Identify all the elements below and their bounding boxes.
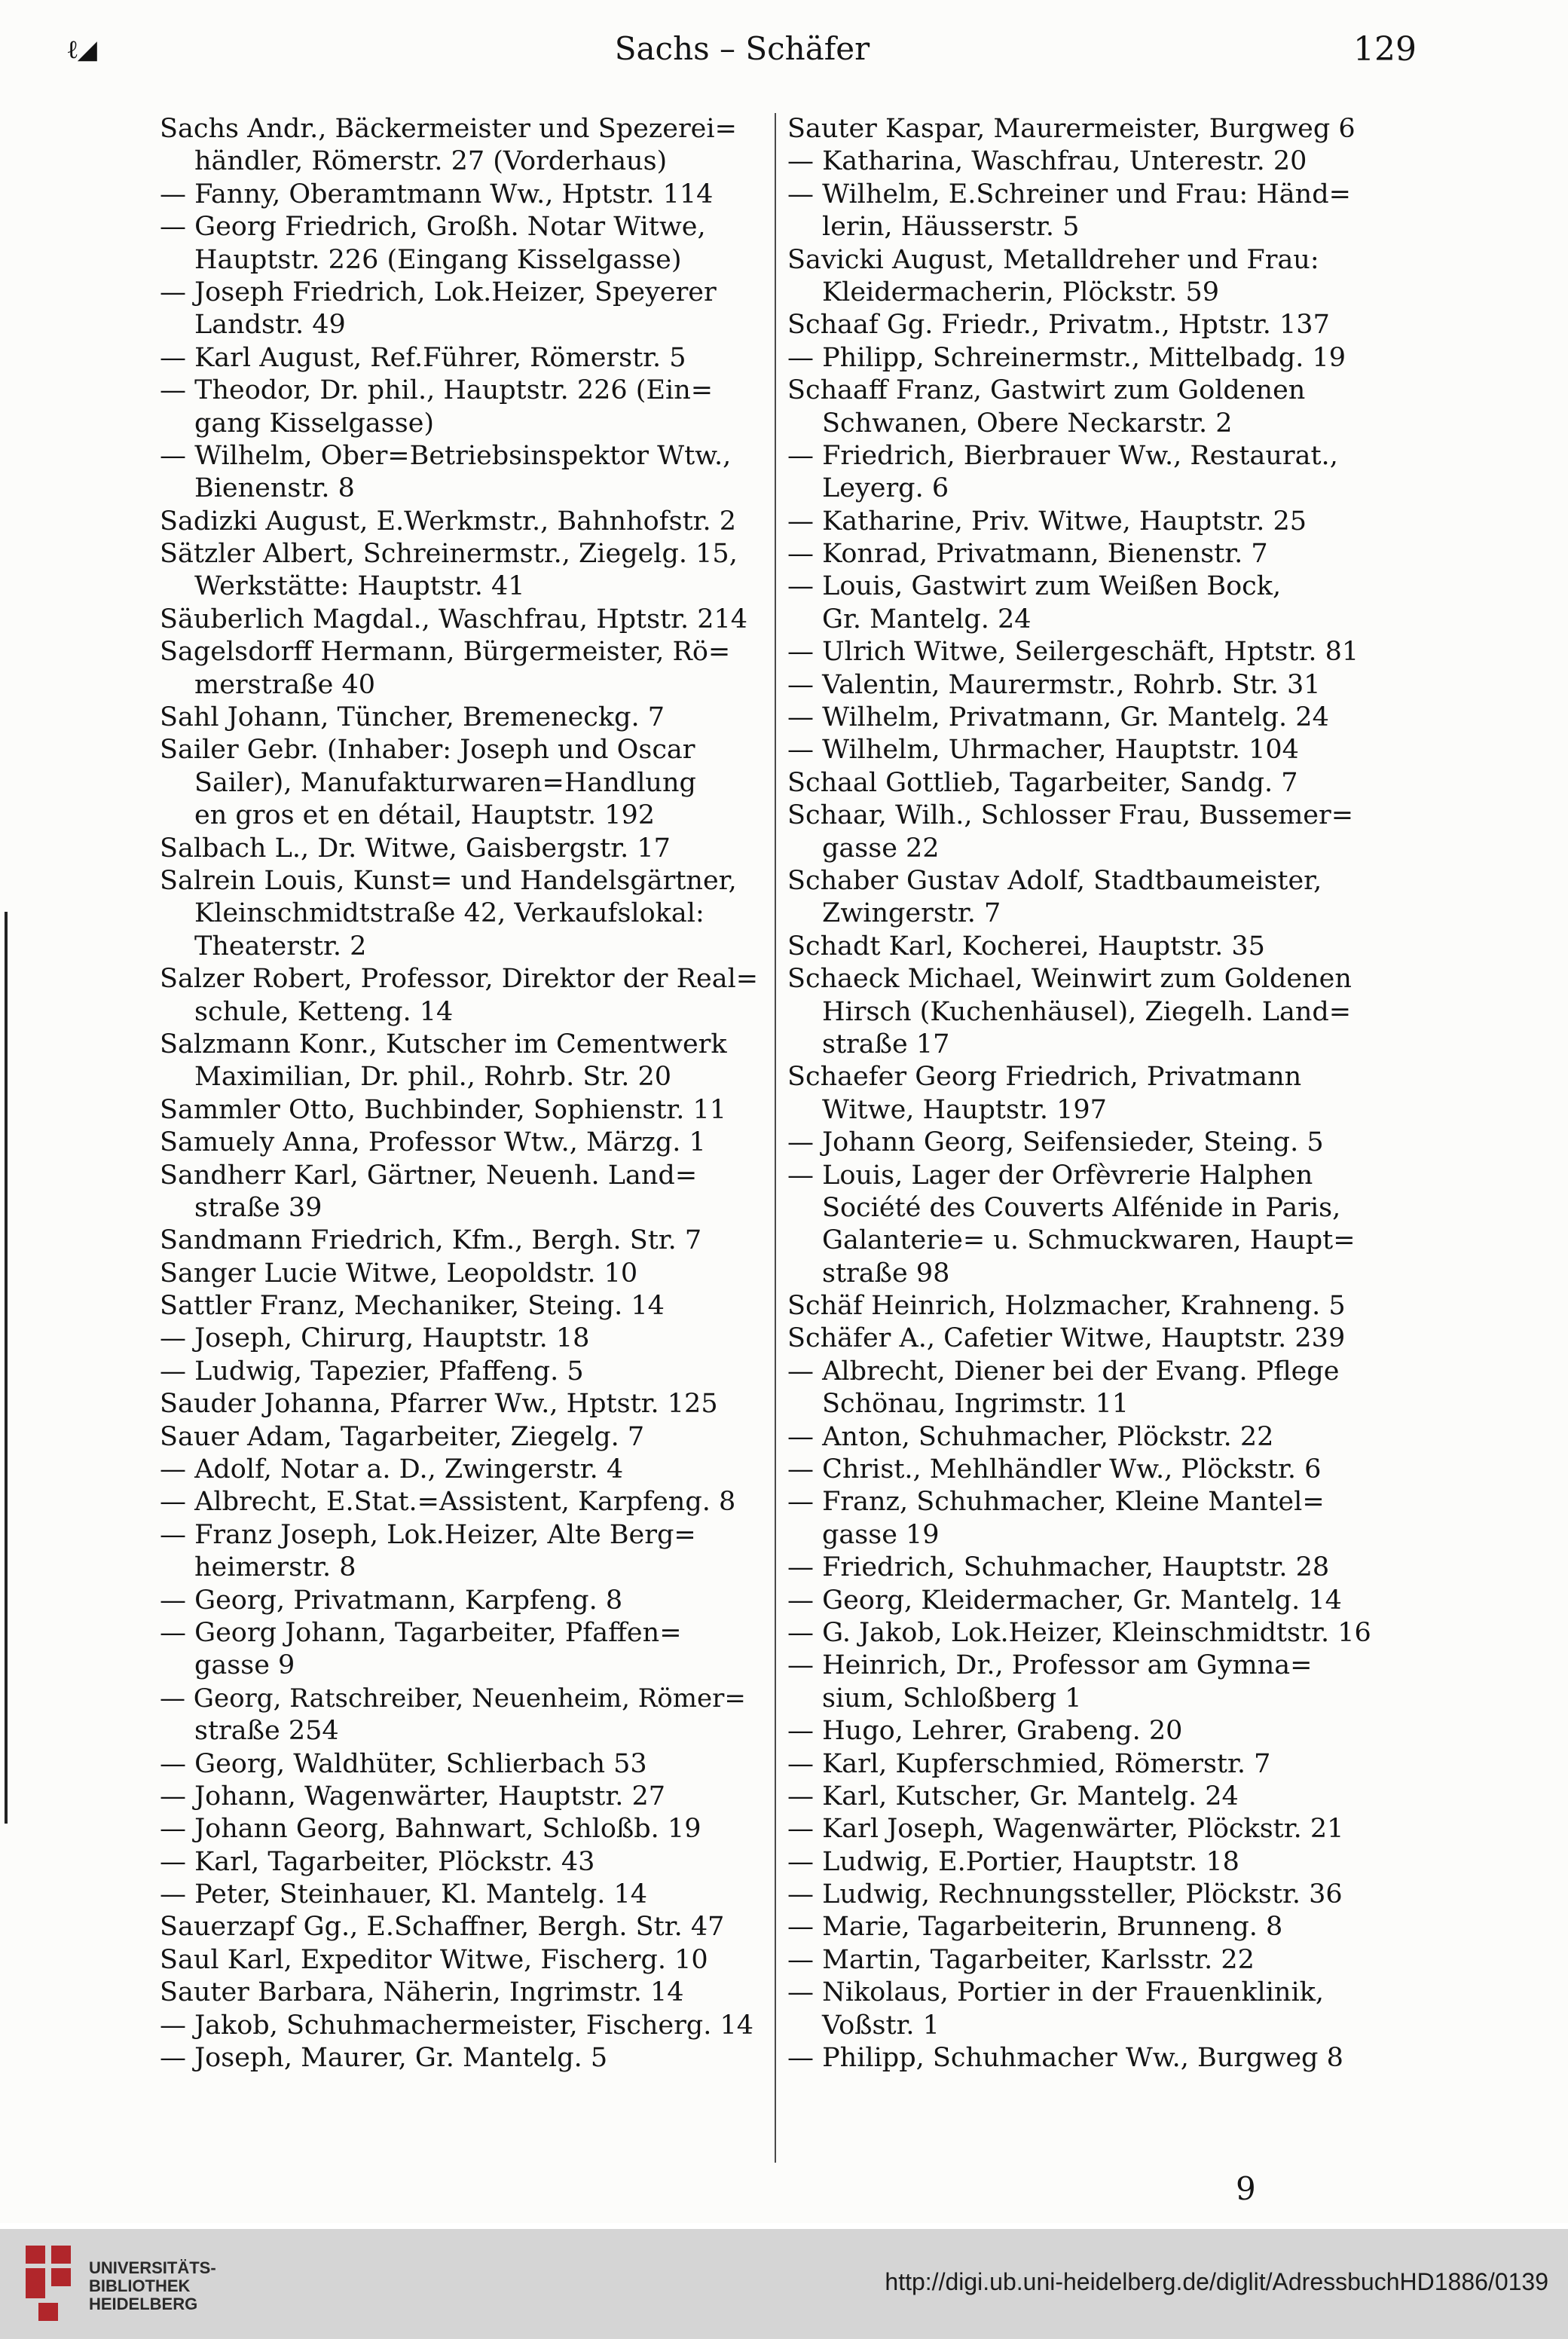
directory-entry (787, 1781, 1405, 1813)
entry-line: Schaefer Georg Friedrich, Privatmann (787, 1062, 1302, 1093)
directory-entry (160, 604, 763, 636)
entry-line: Sachs Andr., Bäckermeister und Spezerei= (160, 114, 737, 144)
entry-continuation-line: Schwanen, Obere Neckarstr. 2 (822, 408, 1233, 439)
entry-line: — Georg Johann, Tagarbeiter, Pfaffen= (160, 1617, 682, 1648)
header-title: Sachs – Schäfer (614, 30, 870, 67)
entry-continuation-line: Voßstr. 1 (822, 2010, 940, 2041)
directory-entry (787, 1944, 1405, 1977)
directory-entry (787, 1421, 1405, 1454)
directory-entry (787, 538, 1405, 570)
entry-line: — Albrecht, E.Stat.=Assistent, Karpfeng. 8 (160, 1487, 736, 1518)
entry-line: — Karl, Kutscher, Gr. Mantelg. 24 (787, 1781, 1239, 1812)
directory-entry (160, 1258, 763, 1290)
directory-entry (160, 342, 763, 375)
directory-entry (160, 1225, 763, 1257)
directory-entry (160, 636, 763, 702)
entry-line: — Georg, Ratschreiber, Neuenheim, Römer= (160, 1683, 746, 1714)
directory-entry (787, 1715, 1405, 1747)
entry-continuation-line: gasse 9 (194, 1650, 295, 1681)
entry-line: — Georg Friedrich, Großh. Notar Witwe, (160, 212, 706, 243)
directory-entry (160, 538, 763, 604)
directory-entry (787, 1617, 1405, 1650)
directory-entry (160, 1846, 763, 1879)
entry-continuation-line: Kleinschmidtstraße 42, Verkaufslokal: (194, 898, 705, 929)
entry-line: Sailer Gebr. (Inhaber: Joseph und Oscar (160, 735, 695, 766)
directory-entry (787, 1127, 1405, 1159)
entry-line: Sammler Otto, Buchbinder, Sophienstr. 11 (160, 1094, 727, 1125)
entry-line: — Nikolaus, Portier in der Frauenklinik, (787, 1977, 1324, 2008)
entry-line: — Ludwig, Tapezier, Pfaffeng. 5 (160, 1356, 584, 1387)
entry-line: Sauter Barbara, Näherin, Ingrimstr. 14 (160, 1977, 684, 2008)
entry-continuation-line: gasse 22 (822, 833, 940, 864)
directory-entry (160, 1160, 763, 1225)
directory-entry (160, 1322, 763, 1355)
entry-line: Schäfer A., Cafetier Witwe, Hauptstr. 239 (787, 1323, 1346, 1354)
directory-entry (787, 931, 1405, 963)
entry-line: Sandmann Friedrich, Kfm., Bergh. Str. 7 (160, 1225, 702, 1256)
library-name-line: BIBLIOTHEK (89, 2276, 191, 2295)
entry-line: — Wilhelm, Privatmann, Gr. Mantelg. 24 (787, 702, 1329, 733)
entry-line: — Joseph Friedrich, Lok.Heizer, Speyerer (160, 277, 717, 307)
entry-line: — Philipp, Schreinermstr., Mittelbadg. 19 (787, 342, 1346, 373)
directory-entry (160, 2042, 763, 2075)
directory-entry (160, 1454, 763, 1486)
directory-entry (160, 1127, 763, 1159)
entry-continuation-line: en gros et en détail, Hauptstr. 192 (194, 800, 656, 831)
entry-line: Schaber Gustav Adolf, Stadtbaumeister, (787, 865, 1322, 896)
entry-continuation-line: Gr. Mantelg. 24 (822, 604, 1032, 634)
entry-continuation-line: straße 98 (822, 1258, 950, 1289)
entry-line: — Georg, Waldhüter, Schlierbach 53 (160, 1748, 647, 1779)
directory-entry (787, 1552, 1405, 1584)
entry-line: — Friedrich, Bierbrauer Ww., Restaurat., (787, 440, 1338, 471)
entry-line: — Albrecht, Diener bei der Evang. Pflege (787, 1356, 1340, 1387)
entry-line: Schadt Karl, Kocherei, Hauptstr. 35 (787, 931, 1265, 962)
entry-continuation-line: Hauptstr. 226 (Eingang Kisselgasse) (194, 244, 682, 275)
entry-line: Saul Karl, Expeditor Witwe, Fischerg. 10 (160, 1944, 708, 1975)
directory-column-right (787, 113, 1405, 2075)
directory-entry (160, 1421, 763, 1454)
entry-line: — Philipp, Schuhmacher Ww., Burgweg 8 (787, 2043, 1343, 2074)
directory-entry (787, 1290, 1405, 1322)
entry-line: Sattler Franz, Mechaniker, Steing. 14 (160, 1291, 665, 1322)
entry-line: Sahl Johann, Tüncher, Bremeneckg. 7 (160, 702, 665, 733)
entry-continuation-line: Kleidermacherin, Plöckstr. 59 (822, 277, 1220, 307)
directory-entry (787, 113, 1405, 145)
entry-continuation-line: Landstr. 49 (194, 310, 346, 341)
directory-entry (787, 767, 1405, 800)
directory-entry (787, 570, 1405, 636)
entry-continuation-line: gang Kisselgasse) (194, 408, 435, 439)
entry-continuation-line: Maximilian, Dr. phil., Rohrb. Str. 20 (194, 1062, 672, 1093)
entry-line: — Franz Joseph, Lok.Heizer, Alte Berg= (160, 1519, 696, 1550)
entry-line: — Georg, Kleidermacher, Gr. Mantelg. 14 (787, 1585, 1342, 1616)
column-divider (775, 113, 776, 2163)
entry-line: — Franz, Schuhmacher, Kleine Mantel= (787, 1487, 1325, 1518)
entry-line: Sauder Johanna, Pfarrer Ww., Hptstr. 125 (160, 1389, 718, 1420)
page-number: 129 (1353, 30, 1417, 69)
entry-line: — Ulrich Witwe, Seilergeschäft, Hptstr. 81 (787, 637, 1359, 668)
entry-line: — Theodor, Dr. phil., Hauptstr. 226 (Ein= (160, 375, 714, 406)
entry-continuation-line: Galanterie= u. Schmuckwaren, Haupt= (822, 1225, 1356, 1256)
entry-line: Säuberlich Magdal., Waschfrau, Hptstr. 214 (160, 604, 748, 634)
entry-line: Schaeck Michael, Weinwirt zum Goldenen (787, 964, 1352, 995)
entry-line: Salbach L., Dr. Witwe, Gaisbergstr. 17 (160, 833, 671, 864)
directory-entry (160, 1290, 763, 1322)
entry-line: Sätzler Albert, Schreinermstr., Ziegelg. 15, (160, 539, 738, 570)
directory-entry (160, 1944, 763, 1977)
running-header (68, 30, 1417, 83)
margin-rule (5, 912, 8, 1824)
entry-line: — Peter, Steinhauer, Kl. Mantelg. 14 (160, 1879, 648, 1910)
entry-line: — Wilhelm, Ober=Betriebsinspektor Wtw., (160, 440, 732, 471)
entry-continuation-line: heimerstr. 8 (194, 1552, 356, 1583)
directory-entry (787, 702, 1405, 734)
entry-line: Schaal Gottlieb, Tagarbeiter, Sandg. 7 (787, 767, 1298, 798)
directory-entry (160, 1585, 763, 1617)
directory-entry (160, 277, 763, 342)
directory-entry (787, 734, 1405, 766)
directory-entry (787, 145, 1405, 178)
library-footer-bar (0, 2229, 1568, 2339)
directory-entry (160, 1879, 763, 1911)
directory-column-left (160, 113, 763, 2075)
entry-line: — Johann Georg, Seifensieder, Steing. 5 (787, 1127, 1324, 1158)
directory-entry (160, 1781, 763, 1813)
entry-line: — Karl August, Ref.Führer, Römerstr. 5 (160, 342, 686, 373)
entry-line: — Katharine, Priv. Witwe, Hauptstr. 25 (787, 506, 1307, 537)
entry-continuation-line: sium, Schloßberg 1 (822, 1683, 1082, 1714)
entry-continuation-line: gasse 19 (822, 1519, 940, 1550)
directory-entry (160, 1748, 763, 1781)
entry-continuation-line: Witwe, Hauptstr. 197 (822, 1094, 1107, 1125)
entry-line: — Adolf, Notar a. D., Zwingerstr. 4 (160, 1454, 624, 1485)
directory-entry (160, 1911, 763, 1943)
directory-entry (160, 179, 763, 211)
entry-line: — Ludwig, Rechnungssteller, Plöckstr. 36 (787, 1879, 1343, 1910)
directory-entry (160, 734, 763, 832)
entry-continuation-line: Hirsch (Kuchenhäusel), Ziegelh. Land= (822, 996, 1352, 1027)
entry-line: — Karl Joseph, Wagenwärter, Plöckstr. 21 (787, 1814, 1344, 1845)
entry-continuation-line: Zwingerstr. 7 (822, 898, 1001, 929)
directory-entry (160, 1486, 763, 1518)
entry-line: — Louis, Lager der Orfèvrerie Halphen (787, 1160, 1313, 1191)
entry-line: — Martin, Tagarbeiter, Karlsstr. 22 (787, 1944, 1255, 1975)
header-marker: ℓ◢ (68, 35, 97, 65)
directory-entry (787, 1322, 1405, 1355)
directory-entry (160, 1356, 763, 1388)
library-name-line: HEIDELBERG (89, 2295, 198, 2313)
directory-entry (160, 440, 763, 506)
directory-entry (160, 1029, 763, 1094)
entry-continuation-line: Bienenstr. 8 (194, 473, 355, 504)
entry-line: — Friedrich, Schuhmacher, Hauptstr. 28 (787, 1552, 1330, 1583)
directory-entry (160, 2010, 763, 2042)
entry-line: — Wilhelm, E.Schreiner und Frau: Händ= (787, 179, 1351, 209)
directory-entry (787, 1356, 1405, 1421)
library-name (89, 2259, 216, 2313)
directory-entry (787, 1748, 1405, 1781)
directory-entry (787, 1846, 1405, 1879)
directory-entry (160, 1519, 763, 1585)
directory-entry (160, 375, 763, 440)
directory-entry (160, 1683, 763, 1748)
entry-line: Savicki August, Metalldreher und Frau: (787, 244, 1319, 275)
directory-entry (160, 833, 763, 865)
entry-line: Salzer Robert, Professor, Direktor der Real= (160, 964, 759, 995)
entry-line: — Wilhelm, Uhrmacher, Hauptstr. 104 (787, 735, 1299, 766)
directory-entry (787, 800, 1405, 865)
directory-entry (787, 1650, 1405, 1715)
directory-entry (160, 1813, 763, 1845)
entry-line: Samuely Anna, Professor Wtw., Märzg. 1 (160, 1127, 706, 1158)
directory-entry (787, 1061, 1405, 1127)
entry-line: — Fanny, Oberamtmann Ww., Hptstr. 114 (160, 179, 714, 209)
entry-line: — Konrad, Privatmann, Bienenstr. 7 (787, 539, 1268, 570)
directory-entry (787, 865, 1405, 931)
entry-line: — Marie, Tagarbeiterin, Brunneng. 8 (787, 1912, 1283, 1943)
directory-entry (787, 1911, 1405, 1943)
page-url-link[interactable]: http://digi.ub.uni-heidelberg.de/diglit/AdressbuchHD1886/0139 (885, 2268, 1548, 2295)
entry-line: — Katharina, Waschfrau, Unterestr. 20 (787, 146, 1307, 177)
entry-line: — Georg, Privatmann, Karpfeng. 8 (160, 1585, 623, 1616)
entry-continuation-line: straße 254 (194, 1716, 339, 1747)
directory-entry (787, 1977, 1405, 2042)
directory-entry (160, 1094, 763, 1127)
entry-line: — Johann Georg, Bahnwart, Schloßb. 19 (160, 1814, 701, 1845)
entry-continuation-line: Leyerg. 6 (822, 473, 949, 504)
entry-line: Salrein Louis, Kunst= und Handelsgärtner, (160, 865, 737, 896)
entry-continuation-line: straße 39 (194, 1192, 322, 1223)
directory-entry (160, 211, 763, 277)
directory-entry (787, 1486, 1405, 1552)
directory-entry (160, 865, 763, 963)
entry-line: — Valentin, Maurermstr., Rohrb. Str. 31 (787, 669, 1321, 700)
directory-entry (160, 113, 763, 179)
directory-entry (787, 342, 1405, 375)
directory-entry (787, 1160, 1405, 1291)
entry-line: Sauter Kaspar, Maurermeister, Burgweg 6 (787, 114, 1356, 144)
entry-continuation-line: händler, Römerstr. 27 (Vorderhaus) (194, 146, 668, 177)
directory-entry (787, 375, 1405, 440)
entry-continuation-line: Société des Couverts Alfénide in Paris, (822, 1192, 1341, 1223)
entry-continuation-line: schule, Ketteng. 14 (194, 996, 454, 1027)
entry-line: Sadizki August, E.Werkmstr., Bahnhofstr. 2 (160, 506, 737, 537)
entry-line: Schaaff Franz, Gastwirt zum Goldenen (787, 375, 1306, 406)
directory-entry (787, 963, 1405, 1061)
entry-line: — Karl, Kupferschmied, Römerstr. 7 (787, 1748, 1271, 1779)
entry-line: — Johann, Wagenwärter, Hauptstr. 27 (160, 1781, 665, 1812)
entry-continuation-line: Sailer), Manufakturwaren=Handlung (194, 767, 696, 798)
directory-entry (787, 1813, 1405, 1845)
entry-line: Sagelsdorff Hermann, Bürgermeister, Rö= (160, 637, 731, 668)
entry-line: Sanger Lucie Witwe, Leopoldstr. 10 (160, 1258, 638, 1289)
entry-line: Sandherr Karl, Gärtner, Neuenh. Land= (160, 1160, 698, 1191)
directory-entry (787, 1879, 1405, 1911)
directory-entry (787, 2042, 1405, 2075)
entry-line: Schaaf Gg. Friedr., Privatm., Hptstr. 137 (787, 310, 1330, 341)
directory-entry (160, 702, 763, 734)
directory-entry (787, 179, 1405, 244)
entry-continuation-line: lerin, Häusserstr. 5 (822, 212, 1080, 243)
entry-line: — Hugo, Lehrer, Grabeng. 20 (787, 1716, 1183, 1747)
entry-line: — Anton, Schuhmacher, Plöckstr. 22 (787, 1421, 1274, 1452)
directory-entry (160, 1977, 763, 2009)
directory-entry (787, 636, 1405, 668)
directory-entry (787, 506, 1405, 538)
entry-continuation-line: merstraße 40 (194, 669, 376, 700)
directory-entry (160, 506, 763, 538)
entry-continuation-line: Werkstätte: Hauptstr. 41 (194, 571, 525, 602)
entry-line: — Karl, Tagarbeiter, Plöckstr. 43 (160, 1846, 595, 1877)
library-name-line: UNIVERSITÄTS- (89, 2258, 216, 2277)
directory-entry (787, 669, 1405, 702)
entry-line: Sauer Adam, Tagarbeiter, Ziegelg. 7 (160, 1421, 645, 1452)
directory-entry (160, 1617, 763, 1683)
directory-entry (787, 309, 1405, 341)
directory-entry (787, 1454, 1405, 1486)
entry-line: — Christ., Mehlhändler Ww., Plöckstr. 6 (787, 1454, 1322, 1485)
directory-entry (160, 963, 763, 1029)
signature-mark: 9 (1236, 2170, 1256, 2207)
entry-line: — Ludwig, E.Portier, Hauptstr. 18 (787, 1846, 1239, 1877)
entry-continuation-line: Theaterstr. 2 (194, 931, 367, 962)
heidelberg-library-logo-icon (21, 2243, 75, 2325)
entry-continuation-line: Schönau, Ingrimstr. 11 (822, 1389, 1129, 1420)
entry-line: Sauerzapf Gg., E.Schaffner, Bergh. Str. 47 (160, 1912, 725, 1943)
entry-line: Salzmann Konr., Kutscher im Cementwerk (160, 1029, 727, 1059)
entry-line: — Louis, Gastwirt zum Weißen Bock, (787, 571, 1282, 602)
entry-continuation-line: straße 17 (822, 1029, 950, 1059)
directory-entry (787, 244, 1405, 310)
entry-line: — G. Jakob, Lok.Heizer, Kleinschmidtstr. 16 (787, 1617, 1371, 1648)
entry-line: — Jakob, Schuhmachermeister, Fischerg. 14 (160, 2010, 753, 2041)
entry-line: — Joseph, Chirurg, Hauptstr. 18 (160, 1323, 590, 1354)
entry-line: — Joseph, Maurer, Gr. Mantelg. 5 (160, 2043, 608, 2074)
entry-line: Schäf Heinrich, Holzmacher, Krahneng. 5 (787, 1291, 1346, 1322)
directory-entry (787, 440, 1405, 506)
entry-line: — Heinrich, Dr., Professor am Gymna= (787, 1650, 1313, 1681)
directory-entry (787, 1585, 1405, 1617)
entry-line: Schaar, Wilh., Schlosser Frau, Bussemer= (787, 800, 1354, 831)
directory-entry (160, 1388, 763, 1420)
